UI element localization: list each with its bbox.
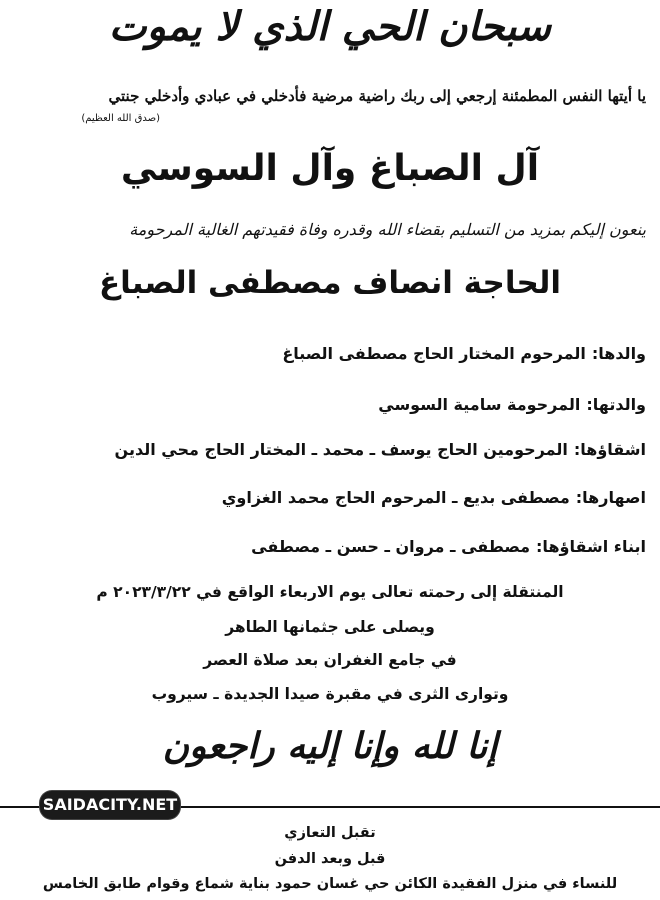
detail-burial: وتوارى الثرى في مقبرة صيدا الجديدة ـ سيروب [151, 685, 509, 703]
deceased-name: الحاجة انصاف مصطفى الصباغ [98, 265, 562, 301]
relative-label: اشقاؤها: [573, 440, 646, 459]
closing-calligraphy: إنا لله وإنا إليه راجعون [162, 725, 498, 767]
relative-value: المرحومين الحاج يوسف ـ محمد ـ المختار الحاج محي الدين [114, 440, 568, 459]
relative-value: مصطفى بديع ـ المرحوم الحاج محمد الغزاوي [221, 488, 570, 507]
relative-value: مصطفى ـ مروان ـ حسن ـ مصطفى [251, 537, 531, 556]
condolence-location: للنساء في منزل الفقيدة الكائن حي غسان حمود بناية شماع وقوام طابق الخامس [42, 876, 618, 892]
detail-death-date: المنتقلة إلى رحمته تعالى يوم الاربعاء الواقع في ٢٠٢٣/٣/٢٢ م [96, 583, 564, 601]
relative-mother [10, 393, 646, 417]
verse-source: (صدق الله العظيم) [81, 113, 160, 124]
header-calligraphy: سبحان الحي الذي لا يموت [108, 3, 552, 50]
family-name: آل الصباغ وآل السوسي [120, 148, 540, 189]
relative-label: والدتها: [586, 395, 646, 414]
relative-label: ابناء اشقاؤها: [536, 537, 646, 556]
relative-value: المرحومة سامية السوسي [378, 395, 581, 414]
detail-mosque: في جامع الغفران بعد صلاة العصر [203, 651, 457, 669]
relative-in-laws [10, 486, 646, 510]
quran-verse: يا أيتها النفس المطمئنة إرجعي إلى ربك راضية مرضية فأدخلي في عبادي وأدخلي جنتي [108, 87, 646, 105]
relative-label: اصهارها: [575, 488, 646, 507]
relative-nephews [10, 535, 646, 559]
relative-value: المرحوم المختار الحاج مصطفى الصباغ [282, 344, 586, 363]
relative-father [10, 342, 646, 366]
relative-siblings [10, 438, 646, 462]
detail-prayer: ويصلى على جثمانها الطاهر [225, 618, 435, 636]
saidacity-watermark-logo: SAIDACITY.NET [40, 791, 180, 819]
condolence-timing: قبل وبعد الدفن [274, 851, 386, 867]
condolence-title: تقبل التعازي [284, 825, 376, 841]
announcement-text: ينعون إليكم بمزيد من التسليم بقضاء الله وقدره وفاة فقيدتهم الغالية المرحومة [129, 220, 646, 239]
relative-label: والدها: [591, 344, 646, 363]
